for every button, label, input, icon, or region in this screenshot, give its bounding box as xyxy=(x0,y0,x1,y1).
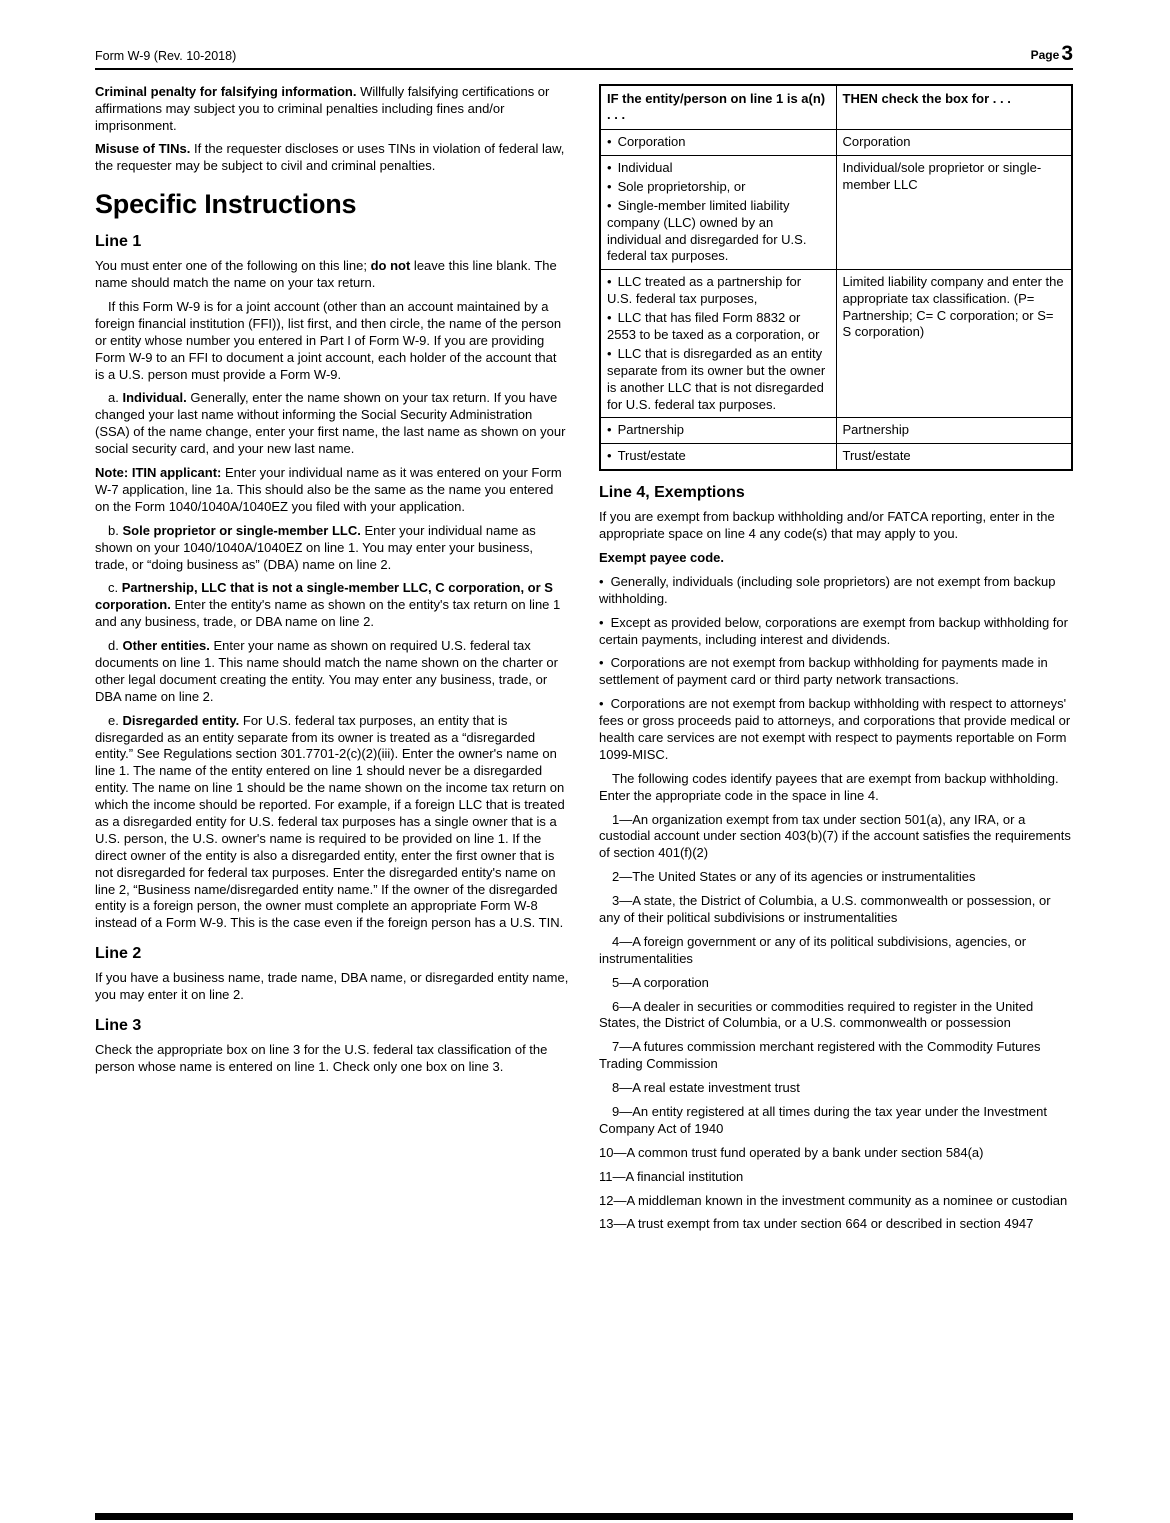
paragraph-item-d-other-entities xyxy=(95,638,569,706)
text-run: Enter your name as shown on required U.S. federal tax documents on line 1. This name should match the name shown on the charter or other legal document creating the entity. You may enter any business, trade, or DBA name on line 2. xyxy=(95,638,558,704)
paragraph-exempt-payee-code: Exempt payee code. xyxy=(599,549,724,565)
bold-lead: Partnership, LLC that is not a single-member LLC, C corporation, or S corporation. xyxy=(95,580,553,613)
paragraph-line3: Check the appropriate box on line 3 for the U.S. federal tax classification of the person whose name is entered on line 1. Check only one box on line 3. xyxy=(95,1041,548,1074)
table-row xyxy=(600,130,1072,156)
table-cell-if xyxy=(600,270,836,418)
paragraph-item-a-individual xyxy=(95,390,569,458)
paragraph-item-c-partnership xyxy=(95,580,569,631)
table-cell-if xyxy=(600,155,836,269)
text-run: Willfully falsifying certifications or affirmations may subject you to criminal penalties including fines and/or imprisonment. xyxy=(95,83,550,133)
paragraph-line4-intro: If you are exempt from backup withholding and/or FATCA reporting, enter in the appropriate space on line 4 any code(s) that may apply to you. xyxy=(599,509,1055,542)
table-body xyxy=(600,130,1072,471)
paragraph-item-b-sole-proprietor xyxy=(95,523,569,574)
table-head xyxy=(600,85,1072,130)
text-run: d. xyxy=(108,638,123,654)
bold-run: do not xyxy=(370,258,411,274)
page-header xyxy=(95,42,1073,70)
page-indicator xyxy=(1030,42,1073,65)
bullet-paragraph: • Except as provided below, corporations are exempt from backup withholding for certain payments, including interest and dividends. xyxy=(599,615,1073,649)
table-cell-then: Corporation xyxy=(836,130,1072,156)
bold-lead: Disregarded entity. xyxy=(122,712,240,728)
heading-line-2: Line 2 xyxy=(95,945,142,963)
paragraph-item-e-disregarded-entity xyxy=(95,713,569,933)
text-run: Enter your individual name as shown on your 1040/1040A/1040EZ on line 1. You may enter your business, trade, or “doing business as” (DBA) name on line 2. xyxy=(95,522,536,572)
bullet-item: • LLC that is disregarded as an entity separate from its owner but the owner is another LLC that is not disregarded for U.S. federal tax purposes. xyxy=(607,346,830,414)
table-cell-if xyxy=(600,130,836,156)
table-row xyxy=(600,418,1072,444)
classification-table xyxy=(599,84,1073,471)
table-row xyxy=(600,155,1072,269)
text-run: Enter your individual name as it was entered on your Form W-7 application, line 1a. This should also be the same as the name you entered on the Form 1040/1040A/1040EZ you filed with your application. xyxy=(95,465,562,514)
paragraph-misuse-of-tins xyxy=(95,141,569,175)
print-registration-bar xyxy=(95,1513,1073,1520)
bullet-item: • Trust/estate xyxy=(607,448,830,465)
text-run: b. xyxy=(108,522,123,538)
exempt-code-item: 7—A futures commission merchant registered with the Commodity Futures Trading Commission xyxy=(599,1039,1041,1072)
bold-lead: Individual. xyxy=(122,390,187,406)
table-cell-then: Individual/sole proprietor or single-member LLC xyxy=(836,155,1072,269)
exempt-code-item: 6—A dealer in securities or commodities required to register in the United States, the District of Columbia, or a U.S. commonwealth or possession xyxy=(599,998,1034,1031)
table-header-row xyxy=(600,85,1072,130)
table-cell-if xyxy=(600,418,836,444)
bullet-paragraph: • Generally, individuals (including sole proprietors) are not exempt from backup withholding. xyxy=(599,574,1073,608)
text-run: a. xyxy=(108,390,123,406)
table-header-cell-if: IF the entity/person on line 1 is a(n) . . . xyxy=(600,85,836,130)
paragraph-note-itin xyxy=(95,465,569,516)
paragraph-line2: If you have a business name, trade name, DBA name, or disregarded entity name, you may enter it on line 2. xyxy=(95,970,569,1003)
exempt-code-item: 1—An organization exempt from tax under section 501(a), any IRA, or a custodial account under section 403(b)(7) if the account satisfies the requirements of section 401(f)(2) xyxy=(599,811,1071,861)
exempt-code-item: 13—A trust exempt from tax under section 664 or described in section 4947 xyxy=(599,1216,1034,1232)
bold-lead: Sole proprietor or single-member LLC. xyxy=(122,522,361,538)
bold-lead: Criminal penalty for falsifying information. xyxy=(95,83,357,99)
table-row xyxy=(600,270,1072,418)
bullet-item: • LLC treated as a partnership for U.S. federal tax purposes, xyxy=(607,274,830,308)
bullet-item: • Individual xyxy=(607,160,830,177)
bullet-item: • Partnership xyxy=(607,422,830,439)
bullet-item: • Single-member limited liability company (LLC) owned by an individual and disregarded for U.S. federal tax purposes. xyxy=(607,198,830,266)
paragraph-line1-joint-account: If this Form W-9 is for a joint account (other than an account maintained by a foreign financial institution (FFI)), list first, and then circle, the name of the person or entity whose number you entered in Part I of Form W-9. If you are providing Form W-9 to an FFI to document a joint account, each holder of the account that is a U.S. person must provide a Form W-9. xyxy=(95,299,562,382)
heading-line-3: Line 3 xyxy=(95,1016,142,1034)
table-row xyxy=(600,444,1072,470)
table-header-cell-then: THEN check the box for . . . xyxy=(836,85,1072,130)
page-number: 3 xyxy=(1061,42,1073,65)
paragraph-following-codes: The following codes identify payees that are exempt from backup withholding. Enter the appropriate code in the space in line 4. xyxy=(599,770,1059,803)
bullet-item: • Sole proprietorship, or xyxy=(607,179,830,196)
right-column xyxy=(599,84,1073,1241)
bullet-item: • LLC that has filed Form 8832 or 2553 to be taxed as a corporation, or xyxy=(607,310,830,344)
heading-specific-instructions: Specific Instructions xyxy=(95,189,357,220)
content-columns xyxy=(95,84,1073,1241)
left-column xyxy=(95,84,569,1241)
text-run: c. xyxy=(108,580,122,596)
table-cell-then: Trust/estate xyxy=(836,444,1072,470)
exempt-code-item: 3—A state, the District of Columbia, a U.S. commonwealth or possession, or any of their political subdivisions or instrumentalities xyxy=(599,893,1051,925)
text-run: leave this line blank. The name should match the name on your tax return. xyxy=(95,258,557,291)
bullet-paragraph: • Corporations are not exempt from backup withholding for payments made in settlement of payment card or third party network transactions. xyxy=(599,655,1073,689)
text-run: For U.S. federal tax purposes, an entity that is disregarded as an entity separate from its owner is treated as a “disregarded entity.” See Regulations section 301.7701-2(c)(2)(iii). Enter the owner's name on line 1. The name of the entity entered on line 1 should never be a disregarded entity. The name on line 1 should be the name shown on the income tax return on which the income should be reported. For example, if a foreign LLC that is treated as a disregarded entity for U.S. federal tax purposes has a single owner that is a U.S. person, the U.S. owner's name is required to be provided on line 1. If the direct owner of the entity is also a disregarded entity, enter the first owner that is not disregarded for federal tax purposes. Enter the disregarded entity's name on line 2, “Business name/disregarded entity name.” If the owner of the disregarded entity is a foreign person, the owner must complete an appropriate Form W-8 instead of a Form W-9. This is the case even if the foreign person has a U.S. TIN. xyxy=(95,712,565,931)
exempt-code-item: 8—A real estate investment trust xyxy=(612,1080,800,1096)
text-run: Enter the entity's name as shown on the entity's tax return on line 1 and any business, trade, or DBA name on line 2. xyxy=(95,597,561,630)
exempt-code-item: 5—A corporation xyxy=(612,974,709,990)
bold-lead: Other entities. xyxy=(122,638,210,654)
text-run: You must enter one of the following on this line; xyxy=(95,258,371,274)
heading-line-4-exemptions: Line 4, Exemptions xyxy=(599,484,745,502)
exempt-code-item: 4—A foreign government or any of its political subdivisions, agencies, or instrumentalities xyxy=(599,933,1027,966)
bold-lead: Misuse of TINs. xyxy=(95,141,191,157)
text-run: e. xyxy=(108,712,123,728)
exempt-code-item: 12—A middleman known in the investment community as a nominee or custodian xyxy=(599,1192,1068,1208)
exempt-code-item: 9—An entity registered at all times during the tax year under the Investment Company Act of 1940 xyxy=(599,1104,1048,1136)
bold-lead: Note: ITIN applicant: xyxy=(95,465,222,481)
exempt-code-item: 2—The United States or any of its agencies or instrumentalities xyxy=(612,869,976,885)
exempt-code-item: 10—A common trust fund operated by a bank under section 584(a) xyxy=(599,1144,984,1160)
table-cell-then: Limited liability company and enter the appropriate tax classification. (P= Partnership; C= C corporation; or S= S corporation) xyxy=(836,270,1072,418)
paragraph-line1-intro xyxy=(95,258,569,292)
exempt-code-item: 11—A financial institution xyxy=(599,1168,744,1184)
paragraph-criminal-penalty xyxy=(95,84,569,135)
page-word: Page xyxy=(1030,47,1060,62)
text-run: If the requester discloses or uses TINs in violation of federal law, the requester may be subject to civil and criminal penalties. xyxy=(95,141,565,174)
bullet-paragraph: • Corporations are not exempt from backup withholding with respect to attorneys' fees or gross proceeds paid to attorneys, and corporations that provide medical or health care services are not exempt with respect to payments reportable on Form 1099-MISC. xyxy=(599,696,1073,764)
form-revision-label: Form W-9 (Rev. 10-2018) xyxy=(95,48,237,63)
table-cell-if xyxy=(600,444,836,470)
text-run: Generally, enter the name shown on your tax return. If you have changed your last name without informing the Social Security Administration (SSA) of the name change, enter your first name, the last name as shown on your social security card, and your new last name. xyxy=(95,390,566,457)
heading-line-1: Line 1 xyxy=(95,233,142,251)
table-cell-then: Partnership xyxy=(836,418,1072,444)
bullet-item: • Corporation xyxy=(607,134,830,151)
